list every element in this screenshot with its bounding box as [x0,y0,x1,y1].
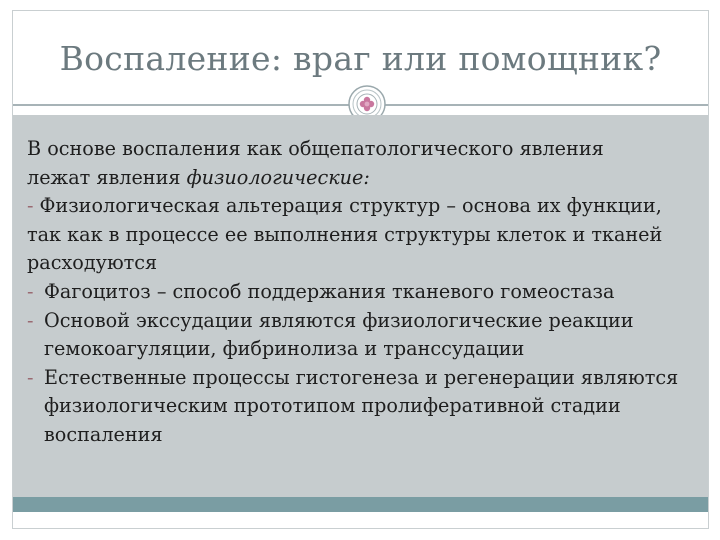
footer-bar [13,497,708,512]
list-item [27,192,694,278]
bullet-text: Фагоцитоз – способ поддержания тканевого гомеостаза [44,279,615,303]
intro-italic: физиологические: [186,165,370,189]
intro-line-1: В основе воспаления как общепатологического явления [27,137,604,160]
body-text [27,135,694,450]
content-panel [13,115,708,512]
bullet-text: Естественные процессы гистогенеза и регенерации являются физиологическим прототипом пролиферативной стадии воспаления [44,365,679,446]
intro-plain: лежат явления [27,165,187,189]
bullet-dash: - [27,279,34,303]
intro-line-2 [27,164,694,193]
slide-frame [12,10,709,529]
bullet-dash: - [27,194,34,218]
list-item [27,364,694,450]
bullet-text: Основой экссудации являются физиологические реакции гемокоагуляции, фибринолиза и транссудации [44,308,634,361]
bullet-dash: - [27,308,34,332]
list-item [27,307,694,364]
list-item [27,278,694,307]
bullet-dash: - [27,365,34,389]
bullet-text: Физиологическая альтерация структур – основа их функции, так как в процессе ее выполнения структуры клеток и тканей расходуются [27,194,663,275]
slide-title: Воспаление: враг или помощник? [59,39,662,78]
